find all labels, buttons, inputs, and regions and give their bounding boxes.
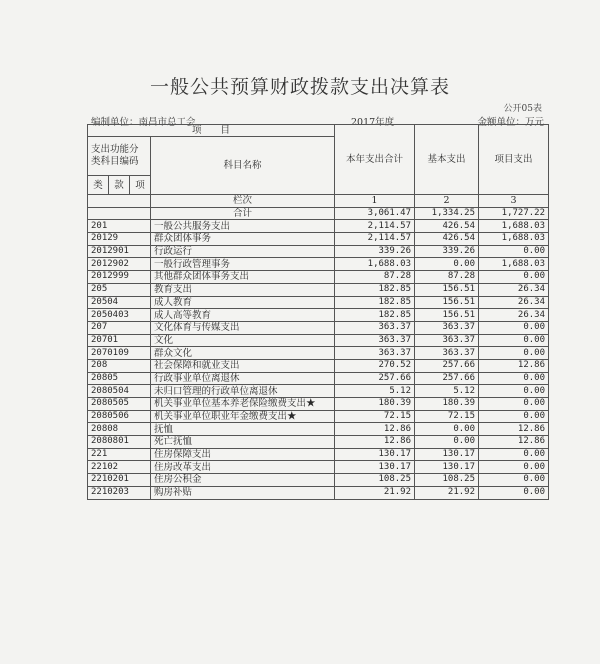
subject-name: 群众文化 [151, 347, 335, 360]
amount-total: 12.86 [335, 436, 415, 449]
amount-basic: 257.66 [415, 372, 479, 385]
subject-code: 20701 [88, 334, 151, 347]
amount-total: 363.37 [335, 347, 415, 360]
amount-project: 12.86 [479, 423, 549, 436]
amount-basic: 363.37 [415, 347, 479, 360]
table-row [88, 436, 549, 449]
subject-name: 其他群众团体事务支出 [151, 271, 335, 284]
amount-basic: 156.51 [415, 309, 479, 322]
total-amount: 3,061.47 [335, 207, 415, 220]
amount-basic: 180.39 [415, 398, 479, 411]
amount-project: 1,688.03 [479, 258, 549, 271]
col-number-3: 3 [479, 195, 549, 208]
amount-total: 2,114.57 [335, 220, 415, 233]
subject-code: 2080801 [88, 436, 151, 449]
subject-name: 社会保障和就业支出 [151, 359, 335, 372]
amount-basic: 363.37 [415, 334, 479, 347]
subject-name: 住房公积金 [151, 474, 335, 487]
subject-name: 住房保障支出 [151, 448, 335, 461]
form-number: 公开05表 [503, 104, 542, 114]
amount-project: 0.00 [479, 334, 549, 347]
subject-name: 群众团体事务 [151, 233, 335, 246]
amount-basic: 0.00 [415, 258, 479, 271]
total-row [88, 207, 549, 220]
table-row [88, 321, 549, 334]
amount-project: 0.00 [479, 461, 549, 474]
amount-total: 130.17 [335, 448, 415, 461]
table-row [88, 258, 549, 271]
subject-code: 2012999 [88, 271, 151, 284]
col-basic-header: 基本支出 [415, 125, 479, 195]
subject-name: 未归口管理的行政单位离退休 [151, 385, 335, 398]
subject-name: 机关事业单位基本养老保险缴费支出★ [151, 398, 335, 411]
subject-name: 成人高等教育 [151, 309, 335, 322]
page-title: 一般公共预算财政拨款支出决算表 [149, 76, 450, 98]
subject-name: 成人教育 [151, 296, 335, 309]
subject-name: 购房补贴 [151, 486, 335, 499]
subject-code: 221 [88, 448, 151, 461]
expenditure-table [87, 124, 549, 500]
total-label: 合计 [151, 207, 335, 220]
subject-name: 教育支出 [151, 283, 335, 296]
amount-project: 0.00 [479, 398, 549, 411]
table-row [88, 372, 549, 385]
amount-total: 130.17 [335, 461, 415, 474]
amount-project: 0.00 [479, 347, 549, 360]
lanci-label: 栏次 [151, 195, 335, 208]
table-row [88, 220, 549, 233]
amount-total: 12.86 [335, 423, 415, 436]
amount-project: 0.00 [479, 486, 549, 499]
subject-code: 2080506 [88, 410, 151, 423]
table-row [88, 474, 549, 487]
amount-project: 12.86 [479, 436, 549, 449]
amount-project: 0.00 [479, 245, 549, 258]
amount-basic: 426.54 [415, 220, 479, 233]
amount-basic: 130.17 [415, 448, 479, 461]
amount-total: 21.92 [335, 486, 415, 499]
compiling-unit: 编制单位：南昌市总工会 [91, 117, 196, 128]
subject-code: 2070109 [88, 347, 151, 360]
name-label-header: 科目名称 [151, 137, 335, 195]
amount-total: 339.26 [335, 245, 415, 258]
table-row [88, 233, 549, 246]
subject-code: 208 [88, 359, 151, 372]
amount-basic: 257.66 [415, 359, 479, 372]
code-label-header: 支出功能分类科目编码 [88, 137, 151, 176]
table-row [88, 398, 549, 411]
amount-project: 12.86 [479, 359, 549, 372]
table-row [88, 334, 549, 347]
amount-total: 87.28 [335, 271, 415, 284]
amount-basic: 0.00 [415, 436, 479, 449]
amount-basic: 72.15 [415, 410, 479, 423]
project-header: 项 目 [88, 125, 335, 137]
subject-code: 2080505 [88, 398, 151, 411]
amount-total: 257.66 [335, 372, 415, 385]
subject-name: 一般行政管理事务 [151, 258, 335, 271]
amount-total: 182.85 [335, 309, 415, 322]
amount-basic: 363.37 [415, 321, 479, 334]
subject-name: 住房改革支出 [151, 461, 335, 474]
xiang-header: 项 [130, 176, 151, 195]
subject-code: 20808 [88, 423, 151, 436]
amount-project: 26.34 [479, 309, 549, 322]
amount-project: 0.00 [479, 410, 549, 423]
amount-basic: 156.51 [415, 296, 479, 309]
amount-project: 26.34 [479, 296, 549, 309]
subject-name: 行政事业单位离退休 [151, 372, 335, 385]
col-number-1: 1 [335, 195, 415, 208]
subject-code: 20504 [88, 296, 151, 309]
amount-project: 1,688.03 [479, 233, 549, 246]
subject-code: 201 [88, 220, 151, 233]
table-row [88, 410, 549, 423]
amount-project: 0.00 [479, 385, 549, 398]
subject-code: 2210201 [88, 474, 151, 487]
amount-basic: 339.26 [415, 245, 479, 258]
amount-total: 72.15 [335, 410, 415, 423]
col-project-header: 项目支出 [479, 125, 549, 195]
total-project: 1,727.22 [479, 207, 549, 220]
amount-basic: 5.12 [415, 385, 479, 398]
kuan-header: 款 [109, 176, 130, 195]
subject-code: 205 [88, 283, 151, 296]
subject-name: 行政运行 [151, 245, 335, 258]
amount-total: 1,688.03 [335, 258, 415, 271]
subject-code: 2210203 [88, 486, 151, 499]
amount-basic: 0.00 [415, 423, 479, 436]
table-row [88, 448, 549, 461]
subject-code: 2050403 [88, 309, 151, 322]
table-row [88, 461, 549, 474]
column-number-row [88, 195, 549, 208]
amount-basic: 108.25 [415, 474, 479, 487]
table-row [88, 486, 549, 499]
amount-project: 0.00 [479, 271, 549, 284]
subject-code: 2012901 [88, 245, 151, 258]
table-row [88, 283, 549, 296]
amount-total: 182.85 [335, 283, 415, 296]
amount-project: 0.00 [479, 448, 549, 461]
lei-header: 类 [88, 176, 109, 195]
amount-project: 26.34 [479, 283, 549, 296]
table-row [88, 385, 549, 398]
table-row [88, 296, 549, 309]
amount-total: 5.12 [335, 385, 415, 398]
col-number-2: 2 [415, 195, 479, 208]
amount-basic: 130.17 [415, 461, 479, 474]
subject-name: 死亡抚恤 [151, 436, 335, 449]
col-total-header: 本年支出合计 [335, 125, 415, 195]
amount-unit: 金额单位：万元 [477, 117, 544, 128]
subject-code: 2012902 [88, 258, 151, 271]
amount-total: 108.25 [335, 474, 415, 487]
amount-basic: 21.92 [415, 486, 479, 499]
amount-basic: 426.54 [415, 233, 479, 246]
subject-code: 20805 [88, 372, 151, 385]
table-row [88, 271, 549, 284]
amount-project: 0.00 [479, 474, 549, 487]
subject-name: 文化 [151, 334, 335, 347]
amount-total: 2,114.57 [335, 233, 415, 246]
report-year: 2017年度 [351, 117, 395, 128]
subject-name: 机关事业单位职业年金缴费支出★ [151, 410, 335, 423]
table-row [88, 423, 549, 436]
amount-total: 363.37 [335, 334, 415, 347]
table-row [88, 347, 549, 360]
subject-code: 22102 [88, 461, 151, 474]
subject-name: 文化体育与传媒支出 [151, 321, 335, 334]
table-row [88, 309, 549, 322]
subject-name: 一般公共服务支出 [151, 220, 335, 233]
amount-total: 180.39 [335, 398, 415, 411]
amount-project: 1,688.03 [479, 220, 549, 233]
table-row [88, 245, 549, 258]
amount-basic: 156.51 [415, 283, 479, 296]
amount-total: 363.37 [335, 321, 415, 334]
amount-project: 0.00 [479, 321, 549, 334]
amount-total: 270.52 [335, 359, 415, 372]
total-basic: 1,334.25 [415, 207, 479, 220]
amount-project: 0.00 [479, 372, 549, 385]
subject-code: 207 [88, 321, 151, 334]
subject-code: 20129 [88, 233, 151, 246]
subject-name: 抚恤 [151, 423, 335, 436]
amount-basic: 87.28 [415, 271, 479, 284]
subject-code: 2080504 [88, 385, 151, 398]
table-row [88, 359, 549, 372]
amount-total: 182.85 [335, 296, 415, 309]
header-row-1 [88, 125, 549, 137]
